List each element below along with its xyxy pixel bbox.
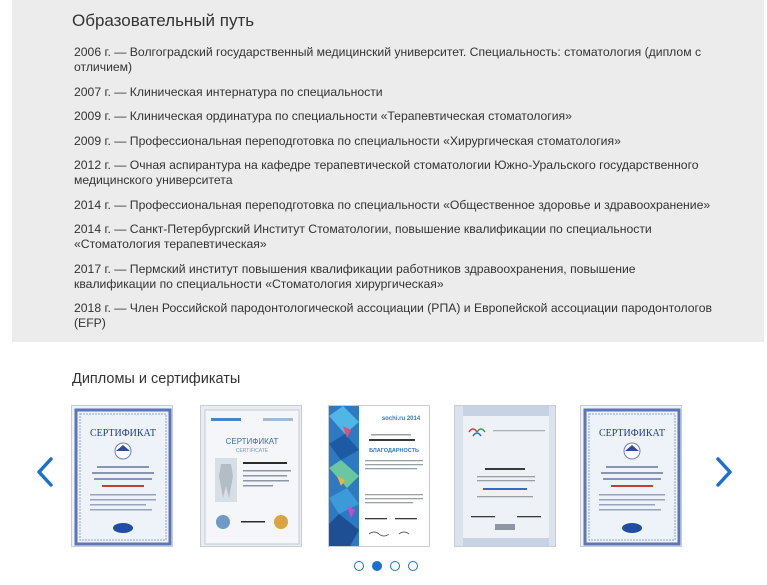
- education-text: — Клиническая интернатура по специальности: [110, 84, 383, 99]
- education-text: — Волгоградский государственный медицинский университет. Специальность: стоматология (диплом с отличием): [74, 45, 702, 74]
- chevron-right-icon: [715, 457, 733, 487]
- education-year: 2012 г.: [74, 158, 111, 172]
- education-item: [74, 134, 714, 149]
- certificate-heading: СЕРТИФИКАТ: [89, 428, 157, 439]
- education-year: 2017 г.: [74, 261, 111, 276]
- certificate-subheading: CERTIFICATE: [235, 448, 269, 454]
- carousel-prev-button[interactable]: [34, 456, 56, 488]
- certificate-image: [201, 406, 302, 547]
- certificate-image: [581, 406, 682, 547]
- certificate-heading: СЕРТИФИКАТ: [598, 428, 666, 439]
- education-text: — Пермский институт повышения квалификации работников здравоохранения, повышение квалификации по специальности «Стоматология хирургическая»: [74, 261, 636, 291]
- chevron-left-icon: [36, 457, 54, 487]
- education-year: 2007 г.: [74, 84, 111, 99]
- education-item: [74, 109, 714, 124]
- certificate-image: [455, 406, 556, 547]
- education-text: — Член Российской пародонтологической ассоциации (РПА) и Европейской ассоциации пародонтологов (EFP): [74, 301, 712, 330]
- education-list: [74, 45, 714, 341]
- education-item: [74, 262, 714, 292]
- pagination-dot[interactable]: [354, 561, 364, 571]
- certificate-thumbnail[interactable]: [71, 405, 173, 547]
- certificates-title: Дипломы и сертификаты: [72, 371, 241, 387]
- education-year: 2014 г.: [74, 222, 111, 236]
- education-text: — Профессиональная переподготовка по специальности «Хирургическая стоматология»: [110, 133, 621, 148]
- carousel-pagination: [354, 561, 418, 573]
- education-text: — Очная аспирантура на кафедре терапевтической стоматологии Южно-Уральского государственного медицинского университета: [74, 158, 699, 187]
- certificate-thumbnail[interactable]: [454, 405, 556, 547]
- education-text: — Клиническая ординатура по специальности «Терапевтическая стоматология»: [110, 109, 572, 123]
- pagination-dot-active[interactable]: [372, 561, 382, 571]
- education-title: Образовательный путь: [72, 11, 255, 30]
- education-year: 2009 г.: [74, 133, 111, 148]
- certificate-brand: sochi.ru 2014: [381, 416, 421, 422]
- education-text: — Профессиональная переподготовка по специальности «Общественное здоровье и здравоохранение»: [110, 197, 711, 212]
- certificate-thumbnail[interactable]: [328, 405, 430, 547]
- certificate-thumbnail[interactable]: [580, 405, 682, 547]
- pagination-dot[interactable]: [408, 561, 418, 571]
- education-panel: [12, 0, 764, 342]
- certificate-heading: СЕРТИФИКАТ: [225, 437, 279, 446]
- certificate-heading: БЛАГОДАРНОСТЬ: [369, 448, 419, 454]
- education-item: [74, 45, 714, 75]
- education-item: [74, 222, 714, 252]
- carousel-next-button[interactable]: [713, 456, 735, 488]
- certificate-thumbnail[interactable]: [200, 405, 302, 547]
- education-year: 2014 г.: [74, 197, 111, 212]
- education-year: 2006 г.: [74, 45, 111, 59]
- education-item: [74, 198, 714, 213]
- education-item: [74, 158, 714, 188]
- education-text: — Санкт-Петербургский Институт Стоматологии, повышение квалификации по специальности «Стоматология терапевтическая»: [74, 222, 652, 251]
- education-year: 2018 г.: [74, 301, 111, 315]
- education-year: 2009 г.: [74, 109, 111, 123]
- certificate-image: [329, 406, 430, 547]
- certificate-image: [72, 406, 173, 547]
- education-item: [74, 85, 714, 100]
- education-item: [74, 301, 714, 331]
- pagination-dot[interactable]: [390, 561, 400, 571]
